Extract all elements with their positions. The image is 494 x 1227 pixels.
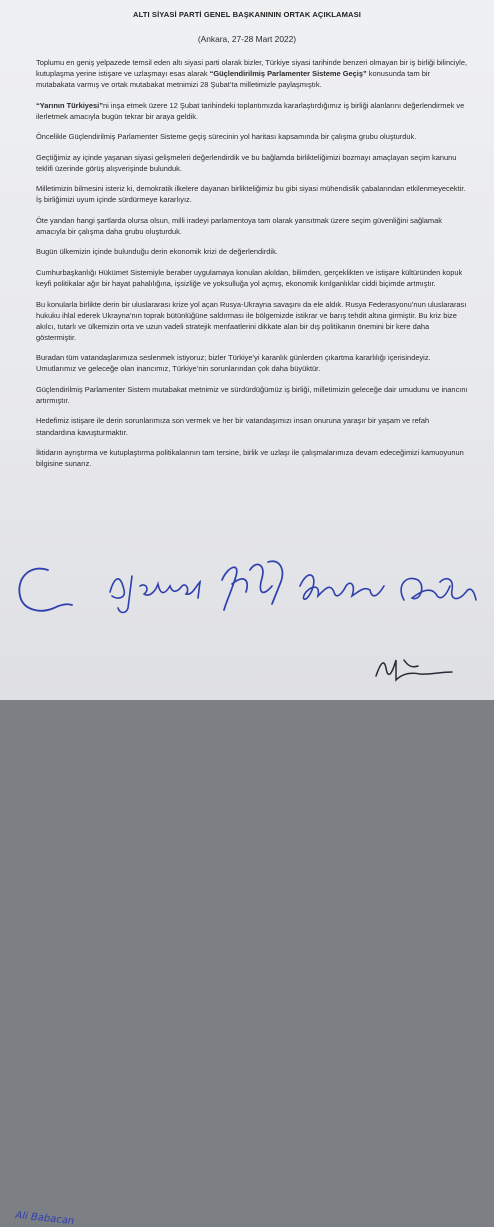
paragraph-4: Geçtiğimiz ay içinde yaşanan siyasi gelişmeleri değerlendirdik ve bu bağlamda birlikteliğimizi bozmayı amaçlayan seçim kanunu teklifi üzerinde görüş alışverişinde bulunduk. xyxy=(36,152,457,173)
signature-5 xyxy=(401,578,476,600)
signature-2 xyxy=(110,576,200,613)
document-title: ALTI SİYASİ PARTİ GENEL BAŞKANININ ORTAK AÇIKLAMASI xyxy=(133,10,361,19)
paragraph-12: Hedefimiz istişare ile derin sorunlarımıza son vermek ve her bir vatandaşımızı insan onuruna yaraşır bir yaşam ve refah standardına kavuşturmaktır. xyxy=(36,416,430,437)
emphasis-system-transition: “Güçlendirilmiş Parlamenter Sisteme Geçiş” xyxy=(209,69,367,79)
paragraph-8: Cumhurbaşkanlığı Hükümet Sistemiyle beraber uygulamaya konulan akıldan, bilimden, gerçeklikten ve istişare kültüründen kopuk keyfi politikalar ağır bir hayat pahalılığına, işsizliğe ve yoksulluğa yol açmış, ekonomik kırılganlıklar ciddi biçimde artmıştır. xyxy=(36,267,463,289)
handwritten-name: Ali Babacan xyxy=(14,1210,75,1227)
paragraph-10: Buradan tüm vatandaşlarımıza seslenmek istiyoruz; bizler Türkiye’yi karanlık günlerden çıkartma kararlılığı içerisindeyiz. Umutlarımız ve geleceğe olan inancımız, Türkiye’nin sorunlarından çok daha büyüktür. xyxy=(36,353,431,374)
signature-4 xyxy=(300,575,384,599)
signatures-svg xyxy=(0,556,494,700)
signature-3 xyxy=(222,561,282,610)
document-body xyxy=(36,57,470,479)
paragraph-7: Bugün ülkemizin içinde bulunduğu derin ekonomik krizi de değerlendirdik. xyxy=(36,247,278,257)
paragraph-11: Güçlendirilmiş Parlamenter Sistem mutabakat metnimiz ve sürdürdüğümüz iş birliği, milletimizin geleceğe dair umudunu ve inancını artırmıştır. xyxy=(36,384,468,405)
document-subtitle: (Ankara, 27-28 Mart 2022) xyxy=(197,34,297,44)
signature-6 xyxy=(376,660,452,680)
paragraph-13: İktidarın ayrıştırma ve kutuplaştırma politikalarının tam tersine, birlik ve uzlaşı ile çalışmalarımıza devam edeceğimizi kamuoyunun bilgisine sunarız. xyxy=(36,448,464,469)
paragraph-3: Öncelikle Güçlendirilmiş Parlamenter Sisteme geçiş sürecinin yol haritası kapsamında bir çalışma grubu oluşturduk. xyxy=(36,132,417,142)
paragraph-1: Toplumu en geniş yelpazede temsil eden altı siyasi parti olarak bizler, Türkiye siyasi tarihinde benzeri olmayan bir iş birliği bilinciyle, kutuplaşma yerine istişare ve uzlaşmayı esas alarak “Güçlendirilmiş Parlamenter Sisteme Geçiş” konusunda tam bir mutabakata varmış ve ortak mutabakat metnimizi 28 Şubat’ta milletimizle paylaşmıştık. xyxy=(36,58,468,90)
paragraph-6: Öte yandan hangi şartlarda olursa olsun, milli iradeyi parlamentoya tam olarak yansıtmak üzere seçim güvenliğini sağlamak amacıyla bir çalışma daha grubu oluşturduk. xyxy=(36,215,442,236)
paragraph-2: “Yarının Türkiyesi”ni inşa etmek üzere 12 Şubat tarihindeki toplantımızda kararlaştırdığımız iş birliği alanlarını değerlendirmek ve ilerletmek amacıyla bugün tekrar bir araya geldik. xyxy=(36,100,465,121)
signature-1 xyxy=(19,569,72,611)
paragraph-9: Bu konularla birlikte derin bir uluslararası krize yol açan Rusya-Ukrayna savaşını da ele aldık. Rusya Federasyonu’nun uluslararası hukuku ihlal ederek Ukrayna’nın toprak bütünlüğüne saldırması ile bölgemizde istikrar ve barış tehdit altına girmiştir. Bu kriz bize akılcı, tutarlı ve ülkemizin orta ve uzun vadeli stratejik menfaatlerini dikkate alan bir dış politikanın önemini bir kere daha göstermiştir. xyxy=(36,299,467,342)
signature-area xyxy=(0,556,494,1227)
paragraph-5: Milletimizin bilmesini isteriz ki, demokratik ilkelere dayanan birlikteliğimiz bu gibi siyasi mühendislik çabalarından etkilenmeyecektir. İş birliğimizi uyum içinde sürdürmeye kararlıyız. xyxy=(36,184,466,205)
emphasis-future-turkey: “Yarının Türkiyesi” xyxy=(36,100,103,110)
